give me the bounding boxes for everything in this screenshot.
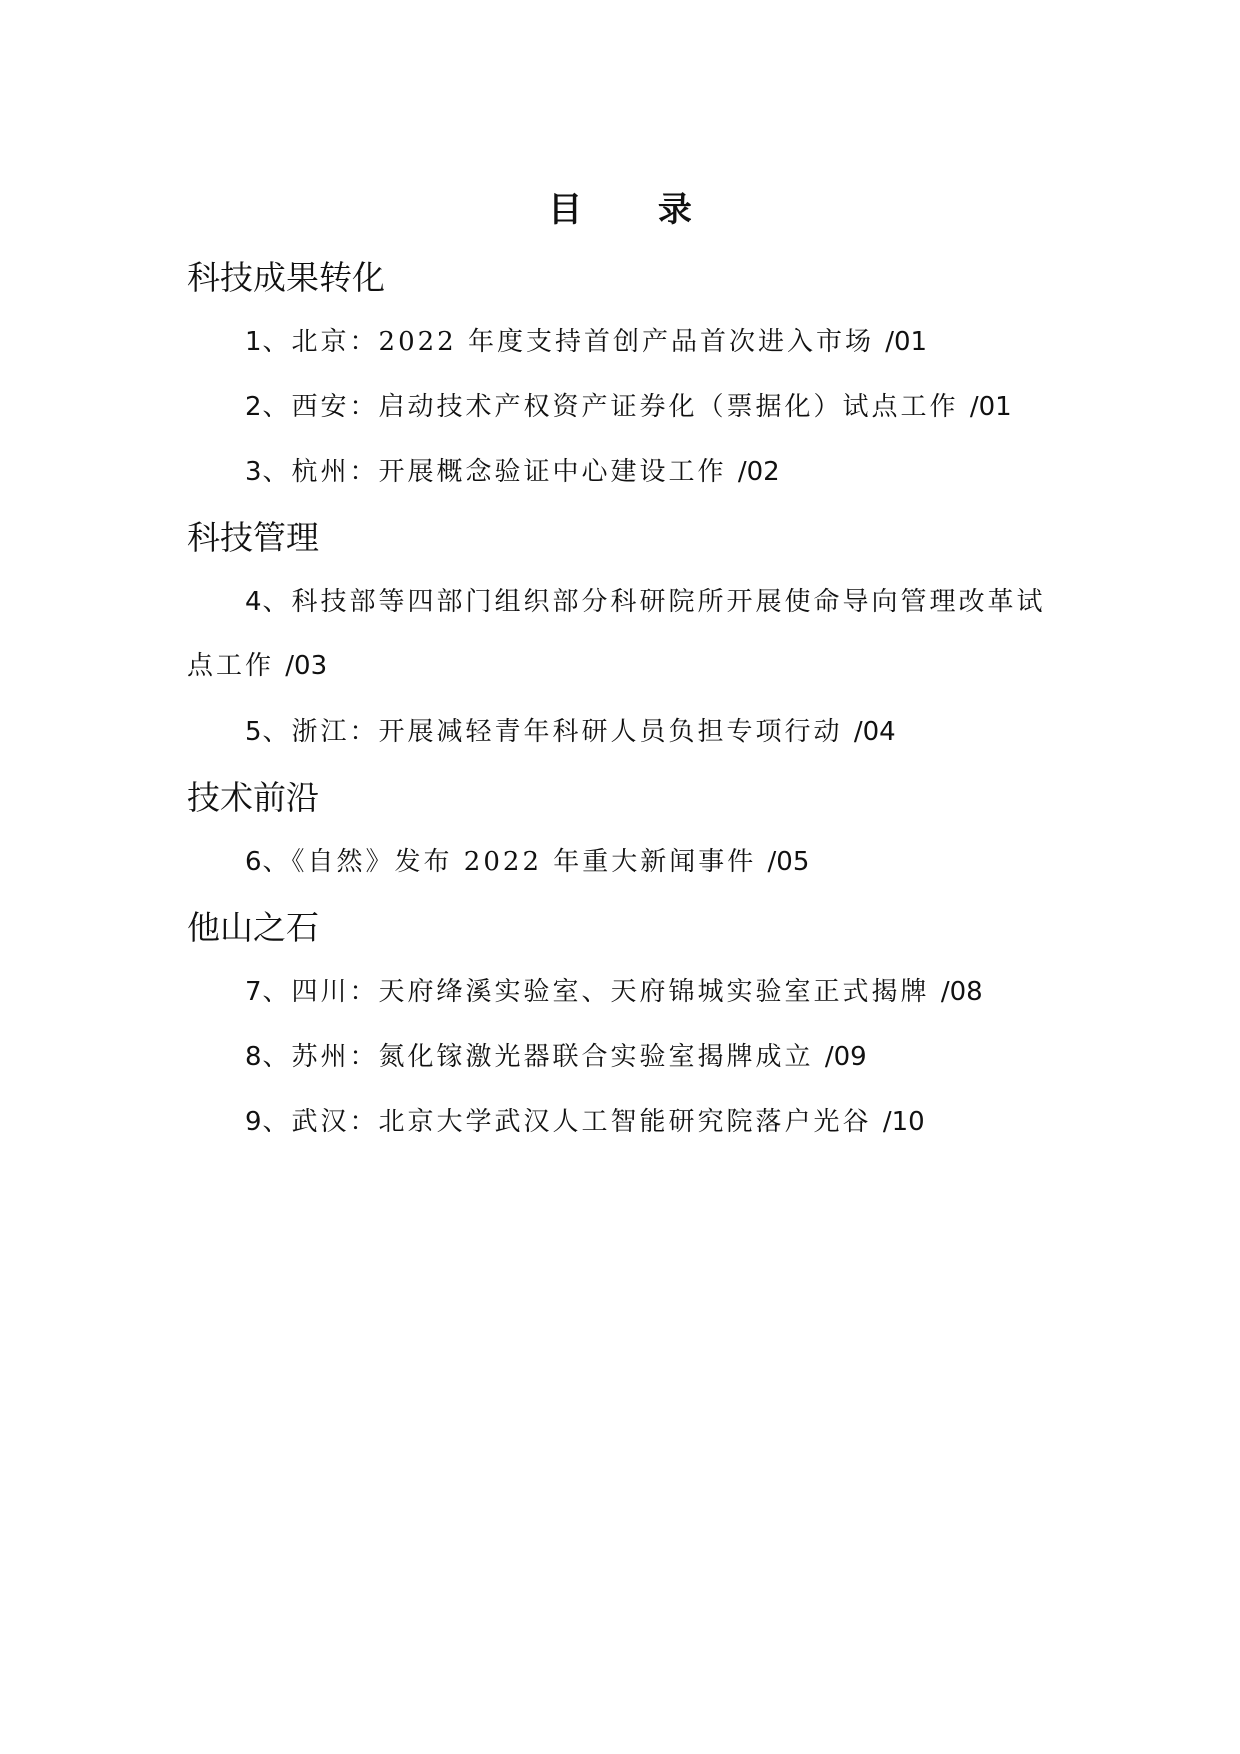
entry-number: 5	[245, 717, 263, 747]
entry-title: 、苏州：氮化镓激光器联合实验室揭牌成立	[262, 1042, 814, 1072]
entry-title: 、四川：天府绛溪实验室、天府锦城实验室正式揭牌	[262, 977, 930, 1007]
toc-entry[interactable]	[187, 830, 1047, 894]
toc-entry[interactable]	[187, 700, 1047, 764]
section-heading-tech-transfer: 科技成果转化	[187, 258, 385, 297]
entry-title: 、浙江：开展减轻青年科研人员负担专项行动	[262, 717, 843, 747]
entry-page-number: /04	[853, 717, 896, 747]
entry-title: 、杭州：开展概念验证中心建设工作	[262, 457, 727, 487]
entry-title: 、北京：2022 年度支持首创产品首次进入市场	[262, 327, 874, 357]
entry-title: 、科技部等四部门组织部分科研院所开展使命导向管理改革试点工作	[187, 587, 1046, 681]
toc-entry[interactable]	[187, 960, 1047, 1024]
entry-number: 8	[245, 1042, 263, 1072]
entry-page-number: /09	[824, 1042, 867, 1072]
entry-number: 2	[245, 392, 263, 422]
section-heading-tech-management: 科技管理	[187, 518, 319, 557]
entry-number: 1	[245, 327, 263, 357]
toc-entry[interactable]	[187, 1090, 1047, 1154]
toc-title: 目 录	[548, 190, 724, 230]
entry-page-number: /05	[767, 847, 810, 877]
entry-page-number: /10	[882, 1107, 925, 1137]
entry-page-number: /03	[285, 651, 328, 681]
toc-entry[interactable]	[187, 375, 1047, 439]
entry-number: 9	[245, 1107, 263, 1137]
entry-title: 、《自然》发布 2022 年重大新闻事件	[262, 847, 757, 877]
entry-title: 、武汉：北京大学武汉人工智能研究院落户光谷	[262, 1107, 872, 1137]
toc-entry[interactable]	[187, 310, 1047, 374]
entry-number: 7	[245, 977, 263, 1007]
toc-entry[interactable]	[187, 570, 1047, 698]
entry-number: 4	[245, 587, 263, 617]
entry-number: 3	[245, 457, 263, 487]
entry-page-number: /02	[737, 457, 780, 487]
toc-entry[interactable]	[187, 1025, 1047, 1089]
section-heading-external-lessons: 他山之石	[187, 908, 319, 947]
entry-page-number: /01	[969, 392, 1012, 422]
entry-number: 6	[245, 847, 263, 877]
entry-title: 、西安：启动技术产权资产证券化（票据化）试点工作	[262, 392, 959, 422]
entry-page-number: /01	[885, 327, 928, 357]
entry-page-number: /08	[940, 977, 983, 1007]
toc-entry[interactable]	[187, 440, 1047, 504]
section-heading-tech-frontier: 技术前沿	[187, 778, 319, 817]
